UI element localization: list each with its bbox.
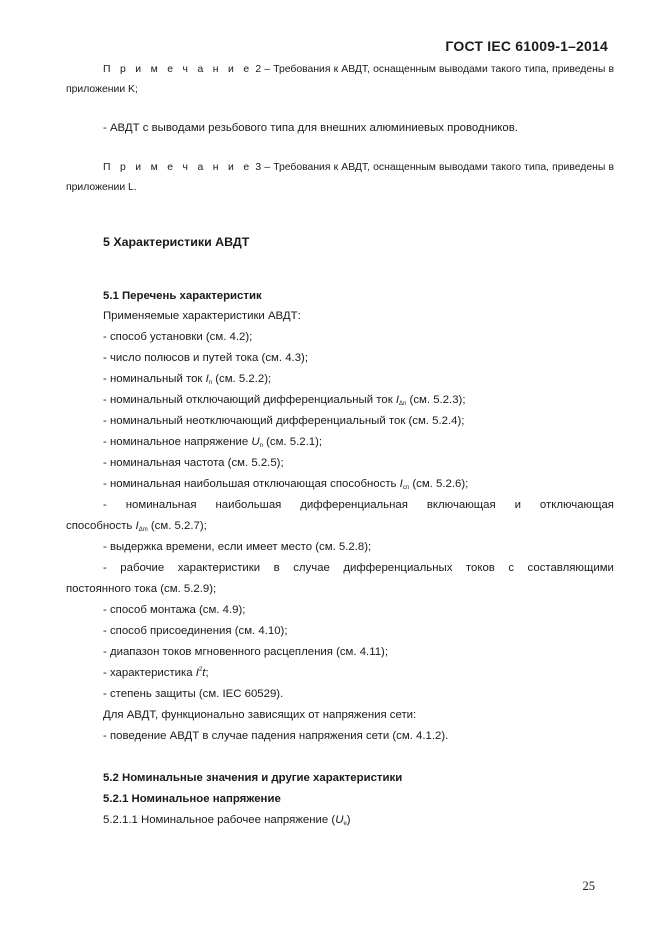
- document-code: ГОСТ IEC 61009-1–2014: [445, 38, 608, 54]
- note-2-line-1: [66, 64, 614, 75]
- note-3-label: П р и м е ч а н и е: [103, 162, 253, 173]
- list-item: - способ присоединения (см. 4.10);: [103, 625, 288, 637]
- breaking-capacity-line-1: - номинальная наибольшая дифференциальная включающая и отключающая: [103, 499, 614, 511]
- list-item: - выдержка времени, если имеет место (см. 5.2.8);: [103, 541, 372, 553]
- dc-characteristics-line-1: - рабочие характеристики в случае дифференциальных токов с составляющими: [103, 562, 614, 574]
- section-5-2-1-heading: 5.2.1 Номинальное напряжение: [103, 793, 281, 805]
- list-item: - номинальный отключающий дифференциальный ток IΔn (см. 5.2.3);: [103, 394, 466, 407]
- clause-5-2-1-1: 5.2.1.1 Номинальное рабочее напряжение (Ue): [103, 814, 351, 827]
- list-item: - диапазон токов мгновенного расцепления (см. 4.11);: [103, 646, 388, 658]
- breaking-capacity-line-2: способность IΔm (см. 5.2.7);: [66, 520, 207, 533]
- list-item: - номинальная частота (см. 5.2.5);: [103, 457, 284, 469]
- characteristics-intro: Применяемые характеристики АВДТ:: [103, 310, 301, 322]
- list-item: - поведение АВДТ в случае падения напряжения сети (см. 4.1.2).: [103, 730, 449, 742]
- list-item: - номинальный неотключающий дифференциальный ток (см. 5.2.4);: [103, 415, 465, 427]
- list-item: - способ установки (см. 4.2);: [103, 331, 253, 343]
- note-2-line-2: приложении K;: [66, 84, 138, 95]
- note-3-line-2: приложении L.: [66, 182, 137, 193]
- list-item: - характеристика $I^2t$;: [103, 667, 209, 679]
- section-5-heading: 5 Характеристики АВДТ: [103, 235, 250, 249]
- note-3-text: 3 – Требования к АВДТ, оснащенным выводами такого типа, приведены в: [255, 162, 614, 173]
- section-5-2-heading: 5.2 Номинальные значения и другие характеристики: [103, 772, 403, 784]
- list-item: - способ монтажа (см. 4.9);: [103, 604, 246, 616]
- list-item: - номинальное напряжение Un (см. 5.2.1);: [103, 436, 323, 449]
- page-number: 25: [582, 879, 595, 893]
- note-3-line-1: [66, 162, 614, 173]
- list-item: - число полюсов и путей тока (см. 4.3);: [103, 352, 308, 364]
- note-2-label: П р и м е ч а н и е: [103, 64, 253, 75]
- list-item: - номинальная наибольшая отключающая способность Icn (см. 5.2.6);: [103, 478, 469, 491]
- note-2-text: 2 – Требования к АВДТ, оснащенным выводами такого типа, приведены в: [255, 64, 614, 75]
- voltage-dependent-intro: Для АВДТ, функционально зависящих от напряжения сети:: [103, 709, 417, 721]
- dc-characteristics-line-2: постоянного тока (см. 5.2.9);: [66, 583, 217, 595]
- list-item: - номинальный ток In (см. 5.2.2);: [103, 373, 272, 386]
- aluminium-terminals-item: - АВДТ с выводами резьбового типа для внешних алюминиевых проводников.: [103, 122, 518, 134]
- list-item: - степень защиты (см. IEC 60529).: [103, 688, 284, 700]
- section-5-1-heading: 5.1 Перечень характеристик: [103, 290, 262, 302]
